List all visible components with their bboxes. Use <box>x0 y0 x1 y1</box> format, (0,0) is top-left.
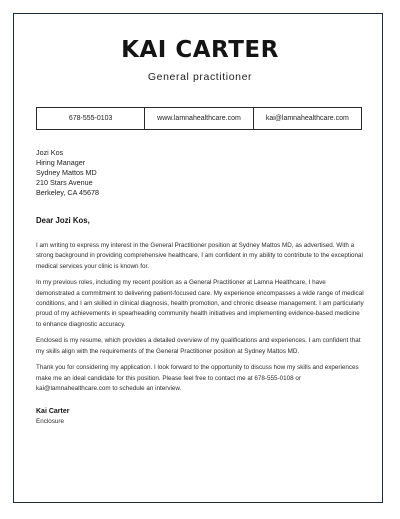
body-paragraph-experience: In my previous roles, including my recent position as a General Practitioner at Lamna Healthcare, I have demonstrated a commitment to delivering patient-focused care. My experience encompasses a wide range of medical conditions, and I am skilled in clinical diagnosis, health promotion, and chronic disease management. I am particularly proud of my achievements in spearheading community health initiatives and implementing evidence-based medicine to enhance diagnostic accuracy. <box>36 279 364 328</box>
recipient-company: Sydney Mattos MD <box>36 168 97 177</box>
applicant-title: General practitioner <box>147 71 253 83</box>
applicant-name: KAI CARTER <box>121 37 279 63</box>
contact-phone: 678-555-0103 <box>68 115 113 122</box>
body-paragraph-resume: Enclosed is my resume, which provides a detailed overview of my qualifications and experiences. I am confident that my skills align with the requirements of the General Practitioner position at Sydney Mattos MD. <box>36 337 361 355</box>
letter-body <box>36 241 366 401</box>
signoff-name: Kai Carter <box>36 408 70 415</box>
body-paragraph-closing: Thank you for considering my application. I look forward to the opportunity to discuss how my skills and experiences make me an ideal candidate for this position. Please feel free to contact me at 678-555-0108 or kai@lamnahealthcare.com to schedule an interview. <box>36 364 359 393</box>
recipient-name: Jozi Kos <box>36 148 64 157</box>
recipient-street: 210 Stars Avenue <box>36 178 93 187</box>
enclosure-note: Enclosure <box>36 418 65 425</box>
recipient-address-block <box>36 148 99 198</box>
body-paragraph-intro: I am writing to express my interest in the General Practitioner position at Sydney Mattos MD, as advertised. With a strong background in providing comprehensive healthcare, I am confident in my ability to contribute to the exceptional medical services your clinic is known for. <box>36 242 363 270</box>
contact-website[interactable]: www.lamnahealthcare.com <box>144 108 252 129</box>
salutation: Dear Jozi Kos, <box>36 216 90 225</box>
signoff-block <box>36 407 69 426</box>
contact-bar <box>36 107 362 130</box>
recipient-role: Hiring Manager <box>36 158 86 167</box>
contact-email[interactable]: kai@lamnahealthcare.com <box>253 108 361 129</box>
recipient-city: Berkeley, CA 45678 <box>36 188 99 197</box>
